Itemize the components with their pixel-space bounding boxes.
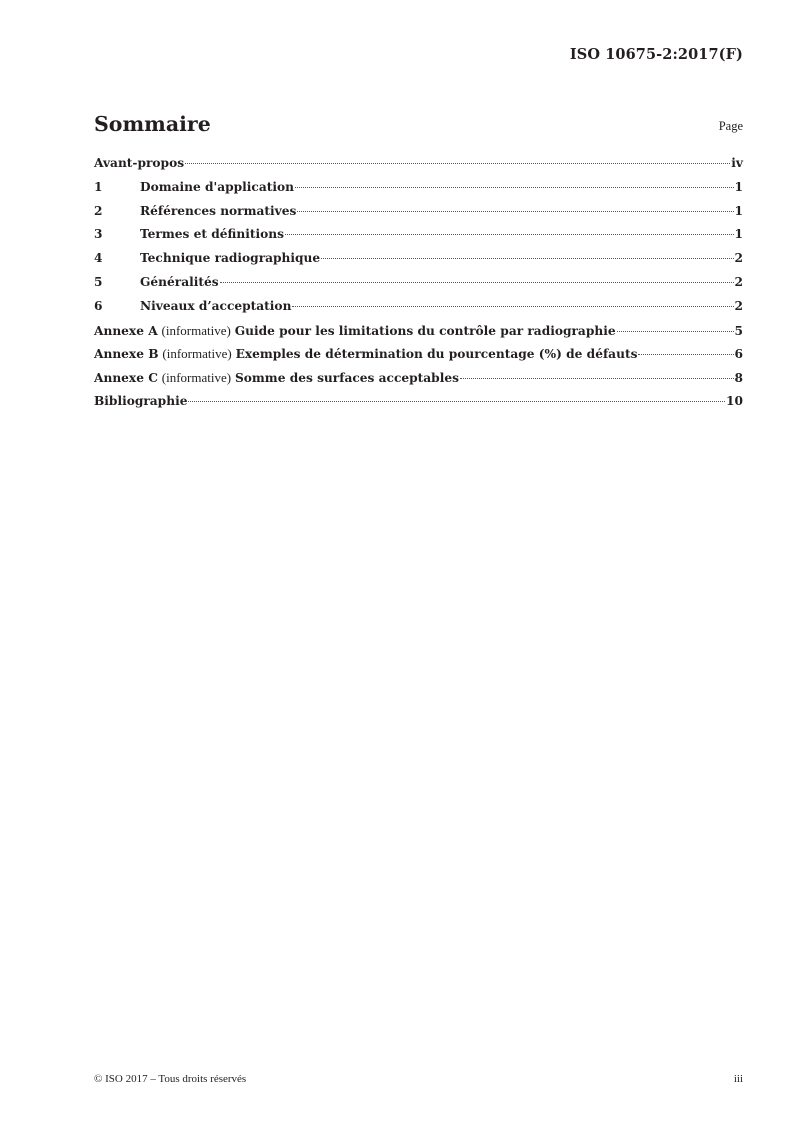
toc-annex-prefix: Annexe A: [94, 323, 158, 338]
toc-entry-avant-propos[interactable]: [94, 152, 743, 176]
toc-entry-page: 10: [726, 393, 743, 408]
toc-entry-number: 3: [94, 227, 103, 242]
toc-entry-title: Niveaux d’acceptation: [140, 298, 292, 313]
document-id: ISO 10675-2:2017(F): [569, 46, 743, 63]
toc-annex-qualifier: (informative): [162, 346, 232, 362]
toc-entry-title: Somme des surfaces acceptables: [234, 371, 459, 386]
toc-entry-annex-c[interactable]: [94, 366, 743, 390]
toc-entry-title: Avant-propos: [94, 156, 185, 170]
footer-page-number: iii: [733, 1073, 743, 1085]
toc-entry-title: Termes et définitions: [140, 227, 284, 242]
dot-leader: [617, 331, 734, 332]
dot-leader: [295, 187, 734, 188]
page-column-label: Page: [718, 119, 743, 133]
toc-entry-number: 5: [94, 274, 103, 289]
toc-entry-title: Exemples de détermination du pourcentage (%) de défauts: [235, 347, 638, 362]
toc-entry-3[interactable]: [94, 223, 743, 247]
toc-entry-number: 4: [94, 251, 103, 266]
dot-leader: [185, 163, 730, 164]
toc-entry-number: 1: [94, 179, 103, 194]
dot-leader: [638, 354, 733, 355]
dot-leader: [321, 258, 733, 259]
toc-entry-page: iv: [731, 156, 743, 170]
toc-entry-page: 1: [734, 203, 743, 218]
toc-entry-page: 1: [734, 179, 743, 194]
toc-entry-6[interactable]: [94, 295, 743, 319]
toc-entry-title: Guide pour les limitations du contrôle par radiographie: [234, 323, 616, 338]
toc-entry-page: 2: [734, 298, 743, 313]
toc-entry-page: 5: [734, 323, 743, 338]
toc-entry-5[interactable]: [94, 271, 743, 295]
toc-entry-page: 8: [734, 371, 743, 386]
toc-entry-page: 6: [734, 347, 743, 362]
toc-entry-page: 2: [734, 274, 743, 289]
toc-title: Sommaire: [94, 112, 211, 136]
dot-leader: [220, 282, 734, 283]
toc-entry-annex-a[interactable]: [94, 319, 743, 343]
toc-entry-title: Références normatives: [140, 203, 297, 218]
toc-entry-page: 2: [734, 251, 743, 266]
table-of-contents: [94, 152, 743, 414]
dot-leader: [297, 211, 733, 212]
footer-copyright: © ISO 2017 – Tous droits réservés: [94, 1073, 247, 1085]
toc-annex-prefix: Annexe B: [94, 347, 159, 362]
toc-entry-number: 6: [94, 298, 103, 313]
dot-leader: [188, 401, 725, 402]
toc-entry-title: Bibliographie: [94, 393, 188, 408]
toc-annex-prefix: Annexe C: [94, 371, 158, 386]
toc-annex-qualifier: (informative): [161, 322, 231, 338]
toc-entry-title: Technique radiographique: [140, 251, 321, 266]
toc-entry-1[interactable]: [94, 176, 743, 200]
dot-leader: [292, 306, 733, 307]
dot-leader: [285, 234, 734, 235]
toc-annex-qualifier: (informative): [161, 370, 232, 386]
toc-entry-title: Généralités: [140, 274, 219, 289]
toc-entry-annex-b[interactable]: [94, 342, 743, 366]
dot-leader: [460, 378, 734, 379]
toc-entry-bibliographie[interactable]: [94, 390, 743, 414]
toc-entry-number: 2: [94, 203, 103, 218]
toc-entry-title: Domaine d'application: [140, 179, 294, 194]
toc-entry-page: 1: [734, 227, 743, 242]
toc-entry-2[interactable]: [94, 200, 743, 224]
toc-entry-4[interactable]: [94, 247, 743, 271]
